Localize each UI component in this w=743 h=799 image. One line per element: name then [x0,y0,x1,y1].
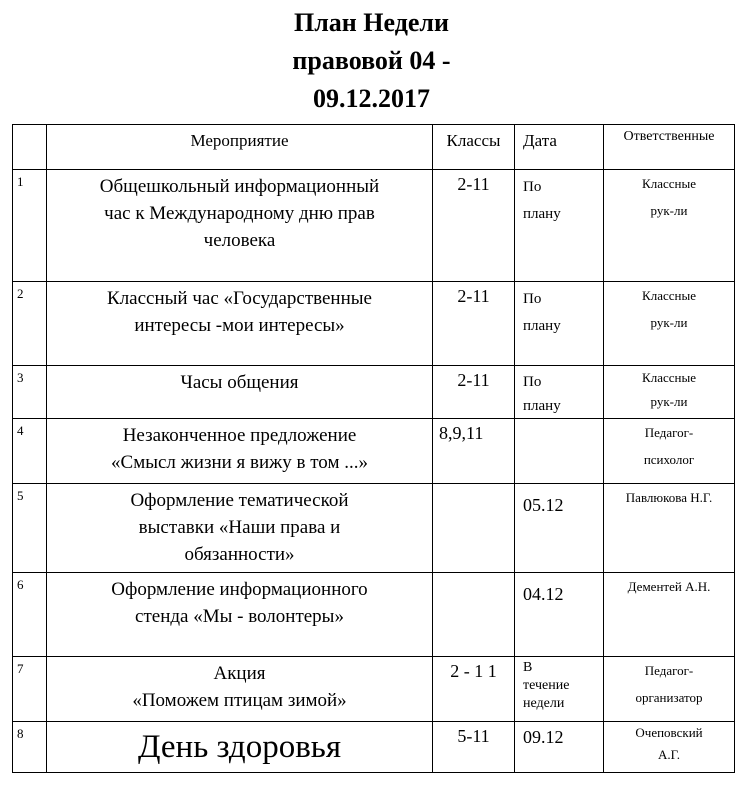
date-cell: 09.12 [515,722,604,773]
header-responsible: Ответственные [604,125,735,170]
row-number: 6 [13,573,47,657]
events-table [12,124,735,773]
date-cell: По плану [515,282,604,366]
responsible-cell: Педагог- психолог [604,419,735,484]
table-row [13,170,735,282]
date-cell: 05.12 [515,484,604,573]
responsible-cell: Классные рук-ли [604,282,735,366]
classes-cell: 2-11 [433,366,515,419]
event-cell: Незаконченное предложение «Смысл жизни я вижу в том ...» [47,419,433,484]
table-row [13,657,735,722]
table-row [13,722,735,773]
event-cell: Часы общения [47,366,433,419]
row-number: 7 [13,657,47,722]
row-number: 5 [13,484,47,573]
responsible-cell: Педагог- организатор [604,657,735,722]
table-row [13,419,735,484]
row-number: 4 [13,419,47,484]
row-number: 2 [13,282,47,366]
classes-cell: 2-11 [433,170,515,282]
table-row [13,282,735,366]
event-cell: День здоровья [47,722,433,773]
date-cell: По плану [515,366,604,419]
classes-cell [433,573,515,657]
document-title [0,4,743,118]
header-num [13,125,47,170]
classes-cell: 8,9,11 [433,419,515,484]
classes-cell: 2-11 [433,282,515,366]
classes-cell [433,484,515,573]
date-cell: 04.12 [515,573,604,657]
event-cell: Классный час «Государственные интересы -мои интересы» [47,282,433,366]
title-line-3: 09.12.2017 [313,84,430,113]
responsible-cell: Классные рук-ли [604,366,735,419]
date-cell: По плану [515,170,604,282]
date-cell: В течение недели [515,657,604,722]
classes-cell: 2 - 1 1 [433,657,515,722]
responsible-cell: Павлюкова Н.Г. [604,484,735,573]
title-line-1: План Недели [294,8,449,37]
classes-cell: 5-11 [433,722,515,773]
header-classes: Классы [433,125,515,170]
row-number: 8 [13,722,47,773]
event-cell: Оформление тематической выставки «Наши права и обязанности» [47,484,433,573]
title-line-2: правовой 04 - [292,46,451,75]
event-cell: Акция «Поможем птицам зимой» [47,657,433,722]
table-header-row [13,125,735,170]
header-event: Мероприятие [47,125,433,170]
table-row [13,573,735,657]
event-cell: Общешкольный информационный час к Международному дню прав человека [47,170,433,282]
table-row [13,484,735,573]
date-cell [515,419,604,484]
row-number: 3 [13,366,47,419]
event-cell: Оформление информационного стенда «Мы - волонтеры» [47,573,433,657]
row-number: 1 [13,170,47,282]
responsible-cell: Дементей А.Н. [604,573,735,657]
responsible-cell: Очеповский А.Г. [604,722,735,773]
table-row [13,366,735,419]
responsible-cell: Классные рук-ли [604,170,735,282]
header-date: Дата [515,125,604,170]
